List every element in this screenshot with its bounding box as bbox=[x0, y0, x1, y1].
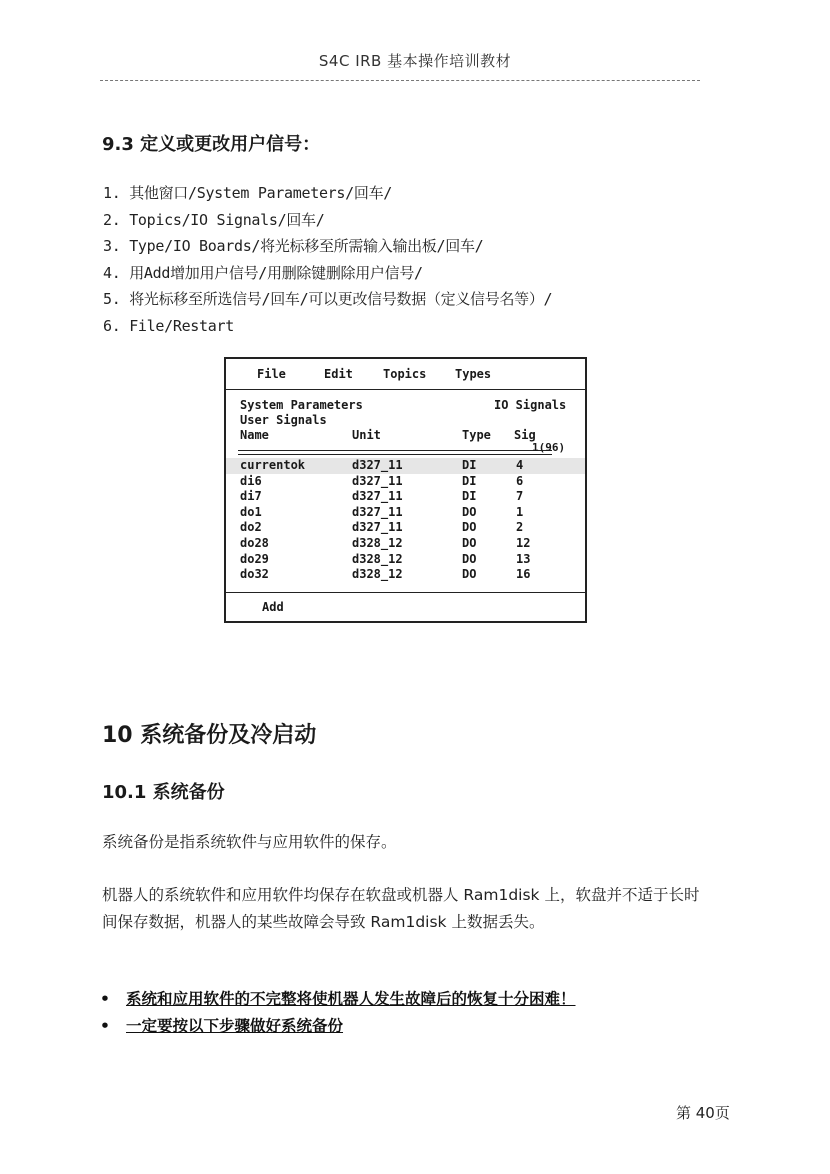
function-key-bar bbox=[226, 592, 585, 624]
table-row[interactable] bbox=[226, 520, 585, 536]
screen-topic: IO Signals bbox=[494, 398, 567, 412]
row-name: do32 bbox=[240, 567, 269, 582]
row-type: DO bbox=[462, 504, 477, 519]
row-name: di7 bbox=[240, 489, 262, 504]
step-5: 5. 将光标移至所选信号/回车/可以更改信号数据（定义信号名等）/ bbox=[103, 290, 553, 308]
menu-topics[interactable]: Topics bbox=[383, 367, 427, 381]
row-unit: d327_11 bbox=[352, 520, 403, 535]
row-sig: 4 bbox=[516, 458, 524, 472]
page-number: 第 40页 bbox=[676, 1104, 730, 1122]
menu-types[interactable]: Types bbox=[455, 367, 492, 381]
step-4: 4. 用Add增加用户信号/用删除键删除用户信号/ bbox=[103, 263, 423, 282]
row-type: DO bbox=[462, 536, 477, 550]
step-3: 3. Type/IO Boards/将光标移至所需输入输出板/回车/ bbox=[103, 237, 484, 255]
screen-subtitle: User Signals bbox=[240, 413, 327, 427]
row-name: do2 bbox=[240, 520, 262, 535]
col-header-type: Type bbox=[462, 428, 491, 442]
row-name: currentok bbox=[240, 458, 306, 472]
section-9-3-heading: 9.3 定义或更改用户信号： bbox=[102, 134, 321, 155]
row-type: DO bbox=[462, 520, 477, 535]
section-10-heading: 10 系统备份及冷启动 bbox=[102, 723, 317, 748]
steps-list bbox=[103, 180, 552, 339]
menu-edit[interactable]: Edit bbox=[324, 367, 353, 381]
add-button[interactable]: Add bbox=[262, 600, 284, 614]
row-name: di6 bbox=[240, 473, 262, 488]
row-unit: d328_12 bbox=[352, 551, 403, 566]
row-sig: 2 bbox=[516, 520, 524, 535]
row-unit: d327_11 bbox=[352, 489, 403, 504]
section-10-1-heading: 10.1 系统备份 bbox=[102, 782, 225, 803]
row-type: DI bbox=[462, 489, 477, 504]
warning-bullets bbox=[100, 986, 576, 1040]
row-sig: 16 bbox=[516, 567, 531, 582]
row-sig: 7 bbox=[516, 489, 524, 504]
screen-title: System Parameters bbox=[240, 398, 363, 412]
row-type: DO bbox=[462, 567, 477, 582]
row-sig: 12 bbox=[516, 536, 531, 550]
row-name: do29 bbox=[240, 551, 269, 566]
header-divider bbox=[100, 80, 700, 81]
paragraph-storage: 机器人的系统软件和应用软件均保存在软盘或机器人 Ram1disk 上，软盘并不适于长时间保存数据，机器人的某些故障会导致 Ram1disk 上数据丢失。 bbox=[102, 886, 700, 931]
table-row[interactable] bbox=[226, 567, 585, 583]
paragraph-definition: 系统备份是指系统软件与应用软件的保存。 bbox=[102, 833, 397, 851]
table-row[interactable] bbox=[226, 536, 585, 552]
record-count: 1(96) bbox=[532, 441, 566, 454]
row-unit: d327_11 bbox=[352, 458, 403, 472]
step-2: 2. Topics/IO Signals/回车/ bbox=[103, 210, 325, 229]
header-double-rule bbox=[238, 450, 552, 455]
bullet-text: 一定要按以下步骤做好系统备份 bbox=[126, 1017, 344, 1035]
menu-file[interactable]: File bbox=[257, 367, 286, 381]
row-unit: d328_12 bbox=[352, 567, 403, 582]
bullet-icon: • bbox=[100, 990, 110, 1008]
row-type: DI bbox=[462, 473, 477, 488]
document-header-title: S4C IRB 基本操作培训教材 bbox=[318, 52, 512, 70]
step-1: 1. 其他窗口/System Parameters/回车/ bbox=[103, 184, 393, 202]
col-header-name: Name bbox=[240, 428, 269, 442]
col-header-sig: Sig bbox=[514, 428, 536, 442]
row-sig: 1 bbox=[516, 504, 524, 519]
table-row[interactable] bbox=[226, 458, 585, 474]
bullet-item bbox=[100, 1013, 576, 1040]
row-sig: 13 bbox=[516, 551, 531, 566]
table-row[interactable] bbox=[226, 474, 585, 490]
row-unit: d327_11 bbox=[352, 504, 403, 519]
table-row[interactable] bbox=[226, 552, 585, 568]
col-header-unit: Unit bbox=[352, 428, 381, 442]
row-unit: d327_11 bbox=[352, 473, 403, 488]
bullet-text: 系统和应用软件的不完整将使机器人发生故障后的恢复十分困难！ bbox=[126, 990, 576, 1008]
row-sig: 6 bbox=[516, 473, 524, 488]
row-name: do28 bbox=[240, 536, 269, 550]
row-type: DO bbox=[462, 551, 477, 566]
menu-bar bbox=[226, 359, 585, 390]
bullet-icon: • bbox=[100, 1017, 110, 1035]
table-row[interactable] bbox=[226, 505, 585, 521]
row-unit: d328_12 bbox=[352, 536, 403, 550]
row-name: do1 bbox=[240, 504, 262, 519]
table-row[interactable] bbox=[226, 489, 585, 505]
teach-pendant-screen bbox=[224, 357, 587, 623]
row-type: DI bbox=[462, 458, 477, 472]
step-6: 6. File/Restart bbox=[103, 316, 234, 335]
bullet-item bbox=[100, 986, 576, 1013]
